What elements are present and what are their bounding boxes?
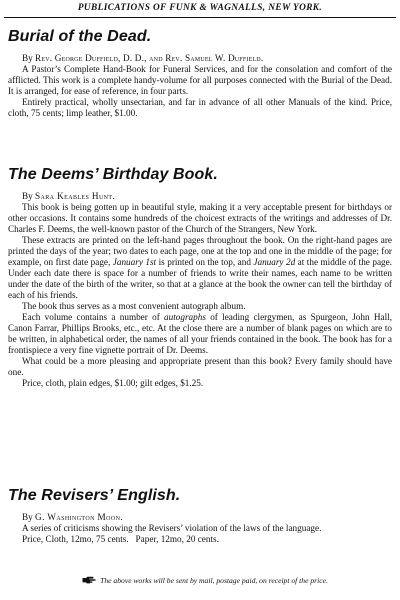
paragraph: This book is being gotten up in beautiful style, making it a very acceptable present for birthdays or other occasions. It contains some hundreds of the choicest extracts of the writings and addresses of Dr. Charles F. Deems, the well-known pastor of the Church of the Strangers, New York. — [8, 202, 392, 234]
footer-note — [20, 576, 390, 586]
byline-revisers — [8, 512, 392, 523]
byline-author: Sara Keables Hunt. — [35, 191, 116, 201]
header-rule — [4, 17, 396, 18]
paragraph: Entirely practical, wholly unsectarian, and far in advance of all other Manuals of the kind. Price, cloth, 75 cents; limp leather, $1.00. — [8, 97, 392, 118]
section-title-burial: Burial of the Dead. — [8, 28, 152, 45]
section-body-revisers — [8, 512, 392, 545]
italic-date: January 1st — [112, 257, 157, 267]
italic-date: January 2d — [253, 257, 296, 267]
footer-text: The above works will be sent by mail, postage paid, on receipt of the price. — [100, 576, 328, 585]
running-head: PUBLICATIONS OF FUNK & WAGNALLS, NEW YORK. — [77, 3, 323, 13]
paragraph: A series of criticisms showing the Revisers’ violation of the laws of the language. — [22, 523, 322, 533]
byline-by: By — [22, 512, 36, 522]
section-body-burial — [8, 53, 392, 119]
byline-by: By — [22, 191, 36, 201]
byline-burial — [8, 53, 392, 64]
paragraph — [8, 235, 392, 301]
text-run: These extracts are printed on the left-hand pages throughout the book. On the right-hand pages are printed the days of the year; two dates to each page, one at the top and one in the middle of the page; for example, on first date page, — [8, 235, 392, 267]
byline-author: G. Washington Moon. — [35, 512, 124, 522]
text-run: is printed on the top, and — [156, 257, 254, 267]
paragraph: What could be a more pleasing and appropriate present than this book? Every family should have one. — [8, 356, 392, 377]
text-run: of leading clergymen, as Spurgeon, John Hall, Canon Farrar, Phillips Brooks, etc., etc. At the close there are a number of blank pages on which are to be written, in alphabetical order, the names of all your friends contained in the book. The book has for a frontispiece a very fine vignette portrait of Dr. Deems. — [8, 312, 392, 355]
section-title-birthday: The Deems’ Birthday Book. — [8, 166, 218, 183]
paragraph: A Pastor’s Complete Hand-Book for Funeral Services, and for the consolation and comfort of the afflicted. This work is a complete handy-volume for all purposes connected with the Burial of the Dead. It is arranged, for ease of reference, in four parts. — [8, 64, 392, 96]
text-run: Each volume contains a number of — [22, 312, 165, 322]
paragraph: The book thus serves as a most convenient autograph album. — [22, 301, 246, 311]
byline-by: By — [22, 53, 36, 63]
text-run: at the middle of the page. Under each date there is space for a number of friends to write their names, each name to be written under the date of the birth of the writer, so that at a glance at the book the owner can tell the birthday of each of his friends. — [8, 257, 393, 300]
byline-birthday — [8, 191, 392, 202]
italic-word: autographs — [164, 312, 206, 322]
paragraph — [8, 312, 392, 356]
paragraph: Price, Cloth, 12mo, 75 cents. Paper, 12mo, 20 cents. — [22, 534, 219, 544]
byline-authors: Rev. George Duffield, D. D., and Rev. Samuel W. Duffield. — [35, 53, 264, 63]
section-body-birthday — [8, 191, 392, 389]
pointing-hand-icon — [82, 576, 96, 584]
section-title-revisers: The Revisers’ English. — [8, 487, 181, 504]
paragraph: Price, cloth, plain edges, $1.00; gilt edges, $1.25. — [22, 378, 204, 388]
